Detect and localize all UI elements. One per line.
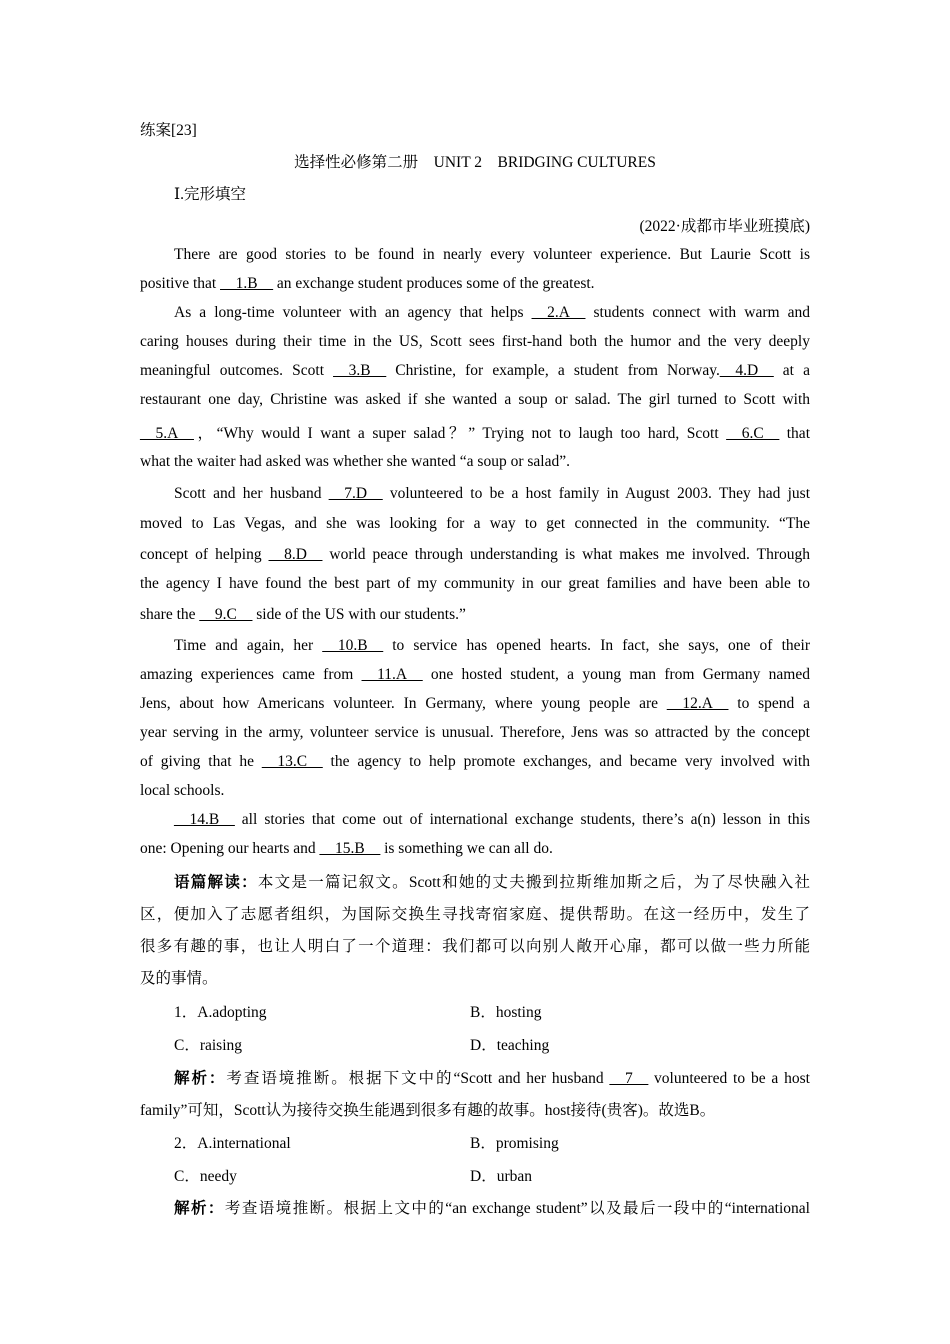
passage-line: of giving that he __13.C__ the agency to help promote exchanges, and became very involved with (140, 753, 810, 770)
blank-answer: __8.D__ (268, 546, 323, 563)
question-2-option-d: D．urban (470, 1168, 532, 1185)
passage-line: one: Opening our hearts and __15.B__ is something we can all do. (140, 840, 553, 857)
passage-line: year serving in the army, volunteer service is unusual. Therefore, Jens was so attracted by the concept (140, 724, 810, 741)
blank-answer: __6.C__ (726, 425, 780, 442)
blank-answer: __1.B__ (220, 275, 274, 292)
question-2-option-b: B．promising (470, 1135, 559, 1152)
analysis-line: 及的事情。 (140, 970, 218, 987)
analysis-label: 语篇解读： (174, 874, 258, 891)
analysis-line: 很多有趣的事，也让人明白了一个道理：我们都可以向别人敞开心扉，都可以做一些力所能 (140, 938, 810, 955)
exercise-number: 练案[23] (140, 122, 197, 139)
passage-line: Time and again, her __10.B__ to service has opened hearts. In fact, she says, one of their (174, 637, 810, 654)
passage-line: amazing experiences came from __11.A__ one hosted student, a young man from Germany named (140, 666, 810, 683)
passage-line: Jens, about how Americans volunteer. In Germany, where young people are __12.A__ to spend a (140, 695, 810, 712)
blank-answer: __11.A__ (361, 666, 423, 683)
blank-answer: __4.D__ (719, 362, 774, 379)
passage-line: concept of helping __8.D__ world peace through understanding is what makes me involved. Through (140, 546, 810, 563)
question-1-option-d: D．teaching (470, 1037, 550, 1054)
blank-answer: __13.C__ (261, 753, 323, 770)
passage-line: As a long-time volunteer with an agency that helps __2.A__ students connect with warm and (174, 304, 810, 321)
analysis-line: 区，便加入了志愿者组织，为国际交换生寻找寄宿家庭、提供帮助。在这一经历中，发生了 (140, 906, 810, 923)
question-2-explanation: 解析：考查语境推断。根据上文中的“an exchange student”以及最后一段中的“international (174, 1200, 810, 1217)
passage-line: Scott and her husband __7.D__ volunteered to be a host family in August 2003. They had just (174, 485, 810, 502)
blank-answer: __14.B__ (174, 811, 235, 828)
explanation-label: 解析： (174, 1200, 225, 1217)
passage-line: caring houses during their time in the US, Scott sees first-hand both the humor and the very deeply (140, 333, 810, 350)
blank-answer: __2.A__ (531, 304, 586, 321)
question-1-option-b: B．hosting (470, 1004, 542, 1021)
blank-reference: __7__ (609, 1070, 649, 1087)
blank-answer: __3.B__ (333, 362, 387, 379)
passage-line: the agency I have found the best part of my community in our great families and have been able to (140, 575, 810, 592)
explanation-label: 解析： (174, 1070, 227, 1087)
analysis-line: 语篇解读：本文是一篇记叙文。Scott和她的丈夫搬到拉斯维加斯之后，为了尽快融入社 (174, 874, 810, 891)
passage-line: positive that __1.B__ an exchange student produces some of the greatest. (140, 275, 595, 292)
passage-line: moved to Las Vegas, and she was looking for a way to get connected in the community. “The (140, 515, 810, 532)
passage-line: restaurant one day, Christine was asked if she wanted a soup or salad. The girl turned to Scott with (140, 391, 810, 408)
blank-answer: __7.D__ (328, 485, 383, 502)
question-1-option-a: 1．A.adopting (174, 1004, 267, 1021)
passage-line: local schools. (140, 782, 225, 799)
blank-answer: __5.A__ (140, 425, 194, 442)
section-heading: Ⅰ.完形填空 (174, 186, 246, 203)
question-1-explanation: 解析：考查语境推断。根据下文中的“Scott and her husband __7__ volunteered to be a host (174, 1070, 810, 1087)
question-1-explanation: family”可知，Scott认为接待交换生能遇到很多有趣的故事。host接待(贵客)。故选B。 (140, 1102, 716, 1119)
question-1-option-c: C．raising (174, 1037, 243, 1054)
question-2-option-c: C．needy (174, 1168, 237, 1185)
passage-line: share the __9.C__ side of the US with our students.” (140, 606, 466, 623)
passage-line: meaningful outcomes. Scott __3.B__ Christine, for example, a student from Norway.__4.D__ at a (140, 362, 810, 379)
blank-answer: __9.C__ (199, 606, 253, 623)
passage-line: __5.A__，“Why would I want a super salad？” Trying not to laugh too hard, Scott __6.C__ that (140, 425, 810, 442)
question-2-option-a: 2．A.international (174, 1135, 291, 1152)
source-note: (2022·成都市毕业班摸底) (639, 218, 810, 235)
blank-answer: __15.B__ (319, 840, 381, 857)
passage-line: what the waiter had asked was whether she wanted “a soup or salad”. (140, 453, 570, 470)
book-title: 选择性必修第二册 UNIT 2 BRIDGING CULTURES (294, 154, 656, 171)
blank-answer: __12.A__ (666, 695, 729, 712)
passage-line: __14.B__ all stories that come out of international exchange students, there’s a(n) lesson in this (174, 811, 810, 828)
passage-line: There are good stories to be found in nearly every volunteer experience. But Laurie Scott is (174, 246, 810, 263)
blank-answer: __10.B__ (322, 637, 384, 654)
